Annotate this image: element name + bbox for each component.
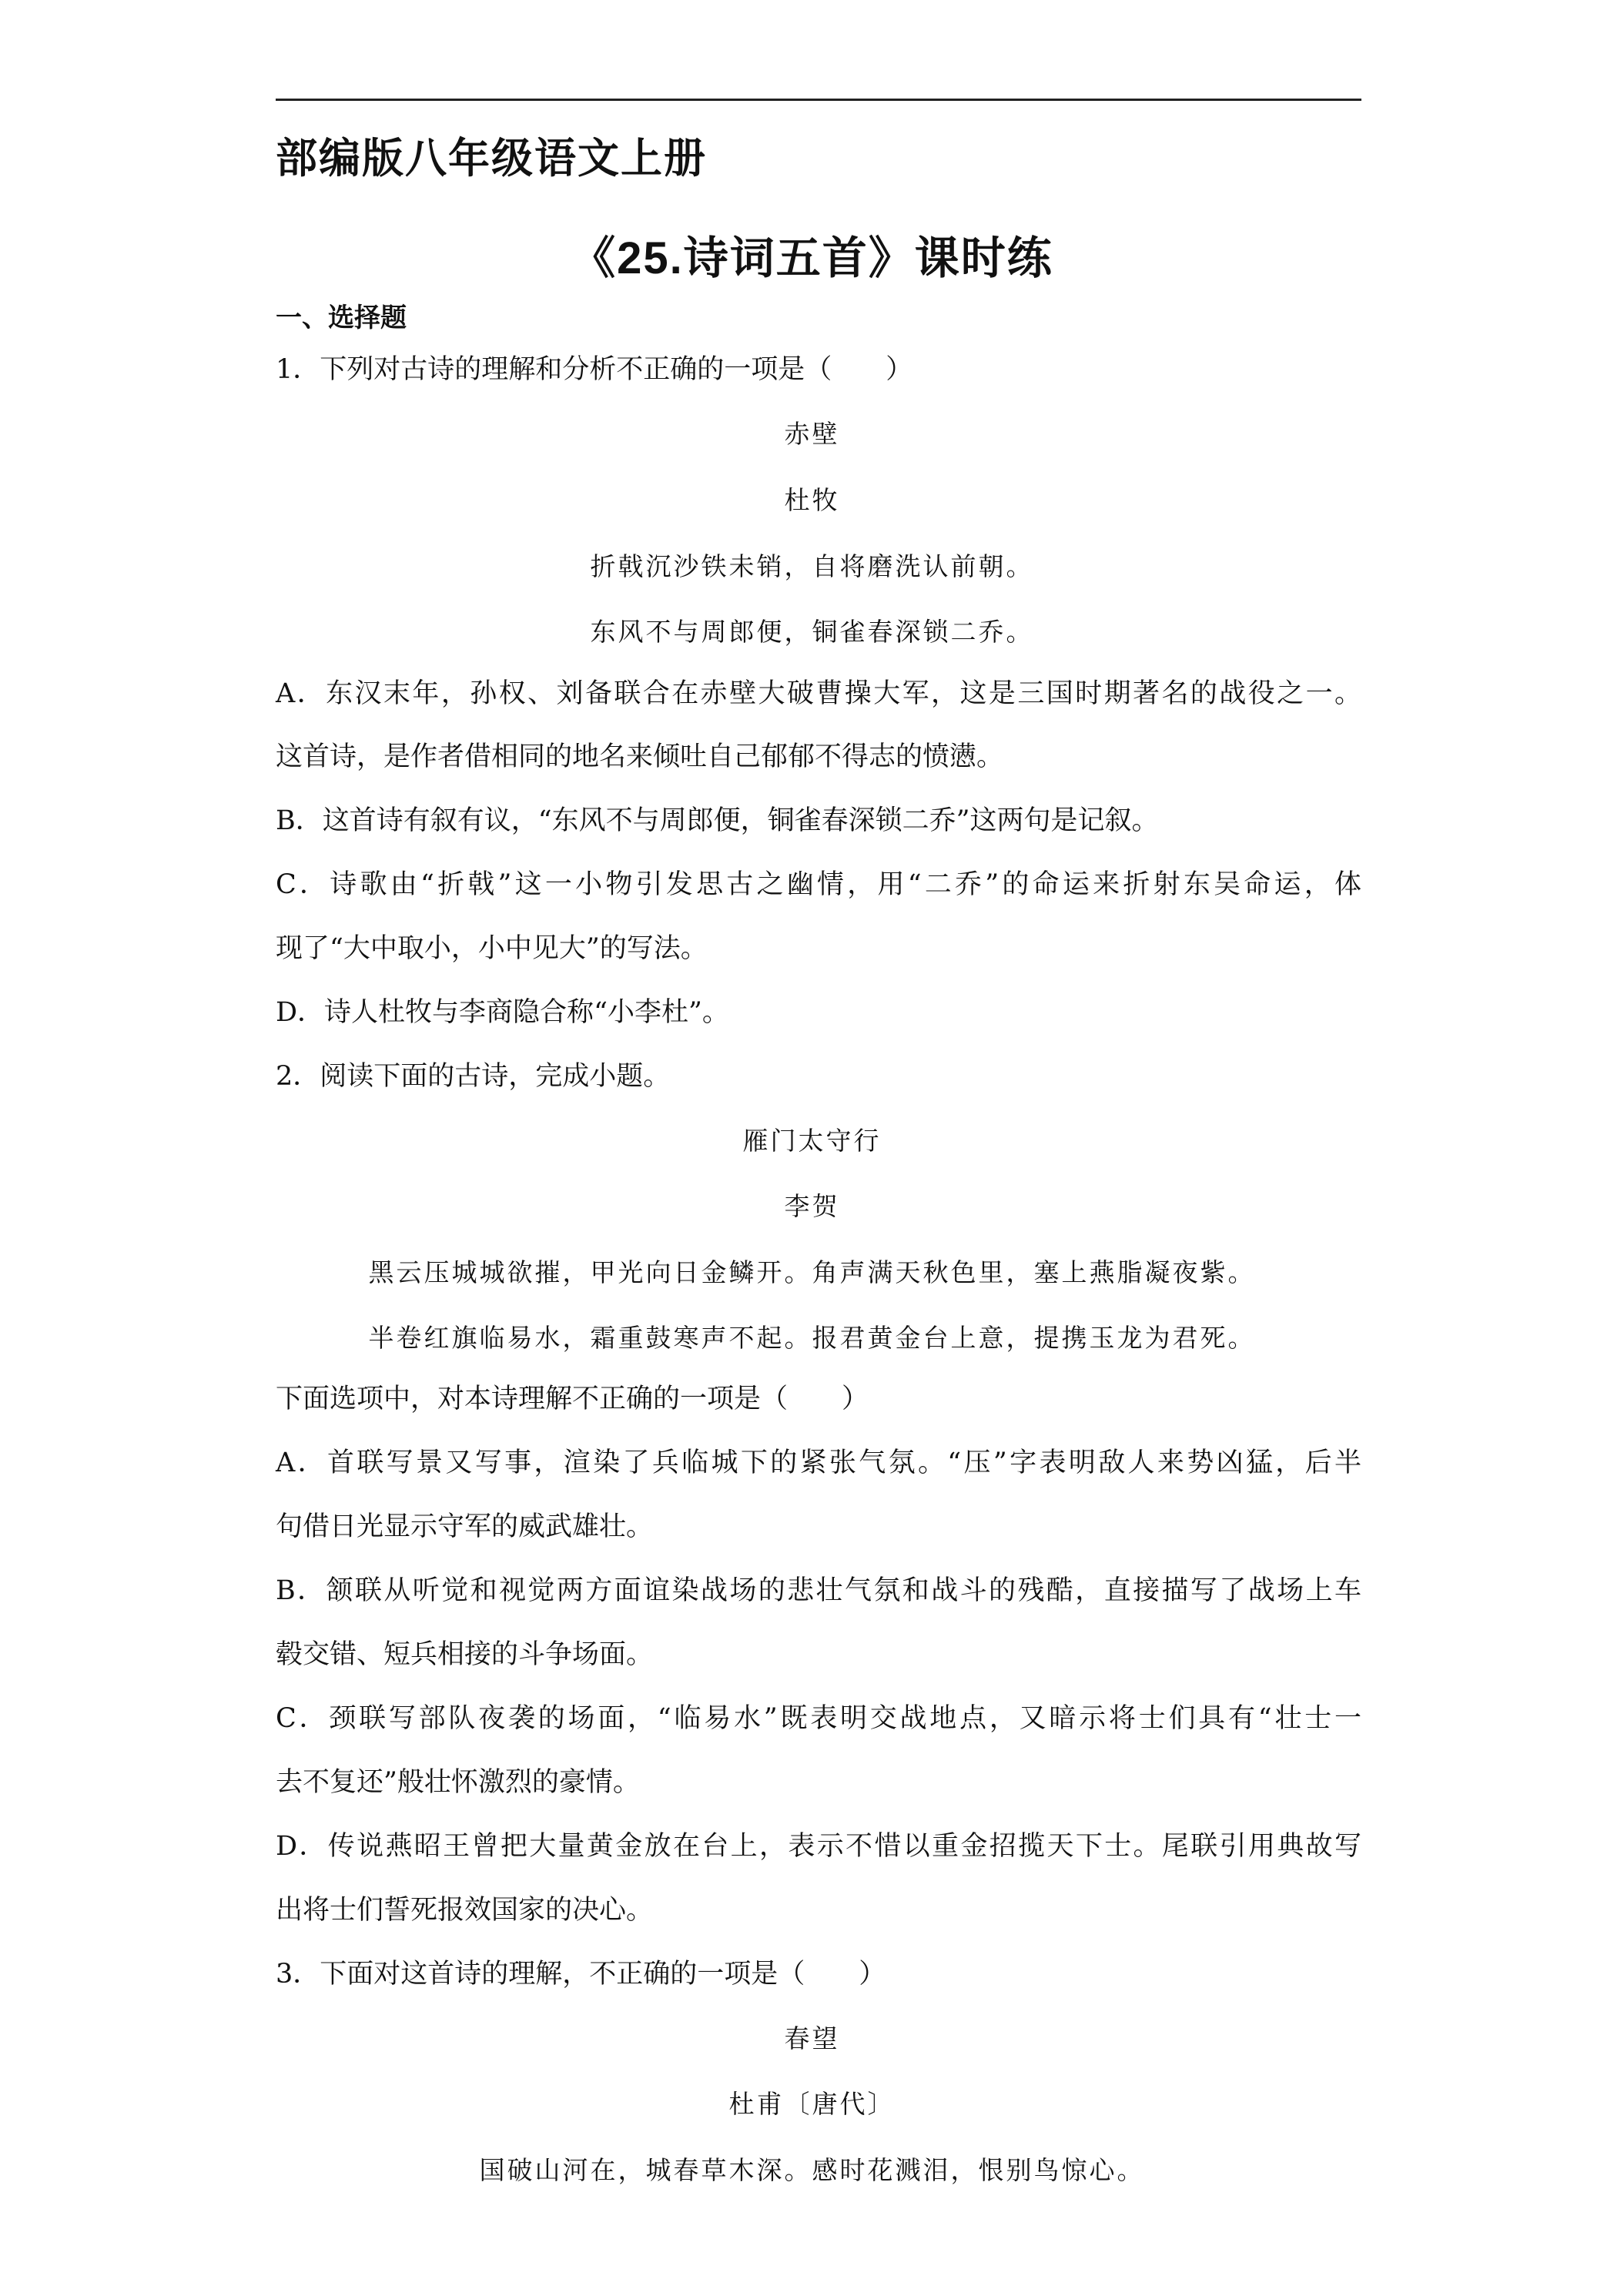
q1-option-b: B．这首诗有叙有议，“东风不与周郎便，铜雀春深锁二乔”这两句是记叙。 — [276, 805, 1159, 836]
q1-poem-line: 东风不与周郎便，铜雀春深锁二乔。 — [590, 617, 1034, 647]
q1-poem-title: 赤壁 — [784, 419, 840, 449]
q2-option-b-line2: 毂交错、短兵相接的斗争场面。 — [276, 1639, 654, 1670]
q2-poem-author: 李贺 — [784, 1191, 840, 1221]
q2-option-a-line2: 句借日光显示守军的威武雄壮。 — [276, 1511, 654, 1542]
q3-poem-title: 春望 — [784, 2023, 840, 2053]
q1-option-a-line2: 这首诗，是作者借相同的地名来倾吐自己郁郁不得志的愤懑。 — [276, 741, 1004, 772]
question-2-stem: 2．阅读下面的古诗，完成小题。 — [276, 1061, 671, 1092]
q2-option-b-line1: B．颔联从听觉和视觉两方面谊染战场的悲壮气氛和战斗的残酷，直接描写了战场上车 — [276, 1575, 1361, 1606]
q2-option-d-line1: D．传说燕昭王曾把大量黄金放在台上，表示不惜以重金招揽天下士。尾联引用典故写 — [276, 1831, 1361, 1862]
header-rule — [276, 99, 1361, 101]
q3-poem-author: 杜甫〔唐代〕 — [728, 2089, 896, 2119]
q2-poem-title: 雁门太守行 — [742, 1126, 882, 1156]
q1-option-c-line1: C．诗歌由“折戟”这一小物引发思古之幽情，用“二乔”的命运来折射东吴命运，体 — [276, 869, 1361, 900]
q2-option-d-line2: 出将士们誓死报效国家的决心。 — [276, 1895, 654, 1926]
q2-sub-stem: 下面选项中，对本诗理解不正确的一项是（ ） — [276, 1384, 869, 1414]
document-title: 《25.诗词五首》课时练 — [571, 233, 1053, 283]
section-heading: 一、选择题 — [276, 303, 407, 333]
q2-option-a-line1: A．首联写景又写事，渲染了兵临城下的紧张气氛。“压”字表明敌人来势凶猛，后半 — [276, 1448, 1361, 1478]
q1-poem-line: 折戟沉沙铁未销，自将磨洗认前朝。 — [590, 551, 1034, 581]
question-1-stem: 1．下列对古诗的理解和分析不正确的一项是（ ） — [276, 354, 913, 385]
q1-option-d: D．诗人杜牧与李商隐合称“小李杜”。 — [276, 997, 729, 1028]
q1-option-a-line1: A．东汉末年，孙权、刘备联合在赤壁大破曹操大军，这是三国时期著名的战役之一。 — [276, 678, 1361, 709]
q2-poem-line: 黑云压城城欲摧，甲光向日金鳞开。角声满天秋色里，塞上燕脂凝夜紫。 — [368, 1257, 1256, 1287]
q1-poem-author: 杜牧 — [784, 485, 840, 515]
q2-poem-line: 半卷红旗临易水，霜重鼓寒声不起。报君黄金台上意，提携玉龙为君死。 — [368, 1323, 1256, 1353]
q2-option-c-line1: C．颈联写部队夜袭的场面，“临易水”既表明交战地点，又暗示将士们具有“壮士一 — [276, 1703, 1361, 1734]
q3-poem-line: 国破山河在，城春草木深。感时花溅泪，恨别鸟惊心。 — [479, 2155, 1145, 2185]
series-title: 部编版八年级语文上册 — [276, 136, 707, 182]
question-3-stem: 3．下面对这首诗的理解，不正确的一项是（ ） — [276, 1959, 886, 1990]
q2-option-c-line2: 去不复还”般壮怀激烈的豪情。 — [276, 1767, 640, 1798]
q1-option-c-line2: 现了“大中取小，小中见大”的写法。 — [276, 933, 708, 964]
